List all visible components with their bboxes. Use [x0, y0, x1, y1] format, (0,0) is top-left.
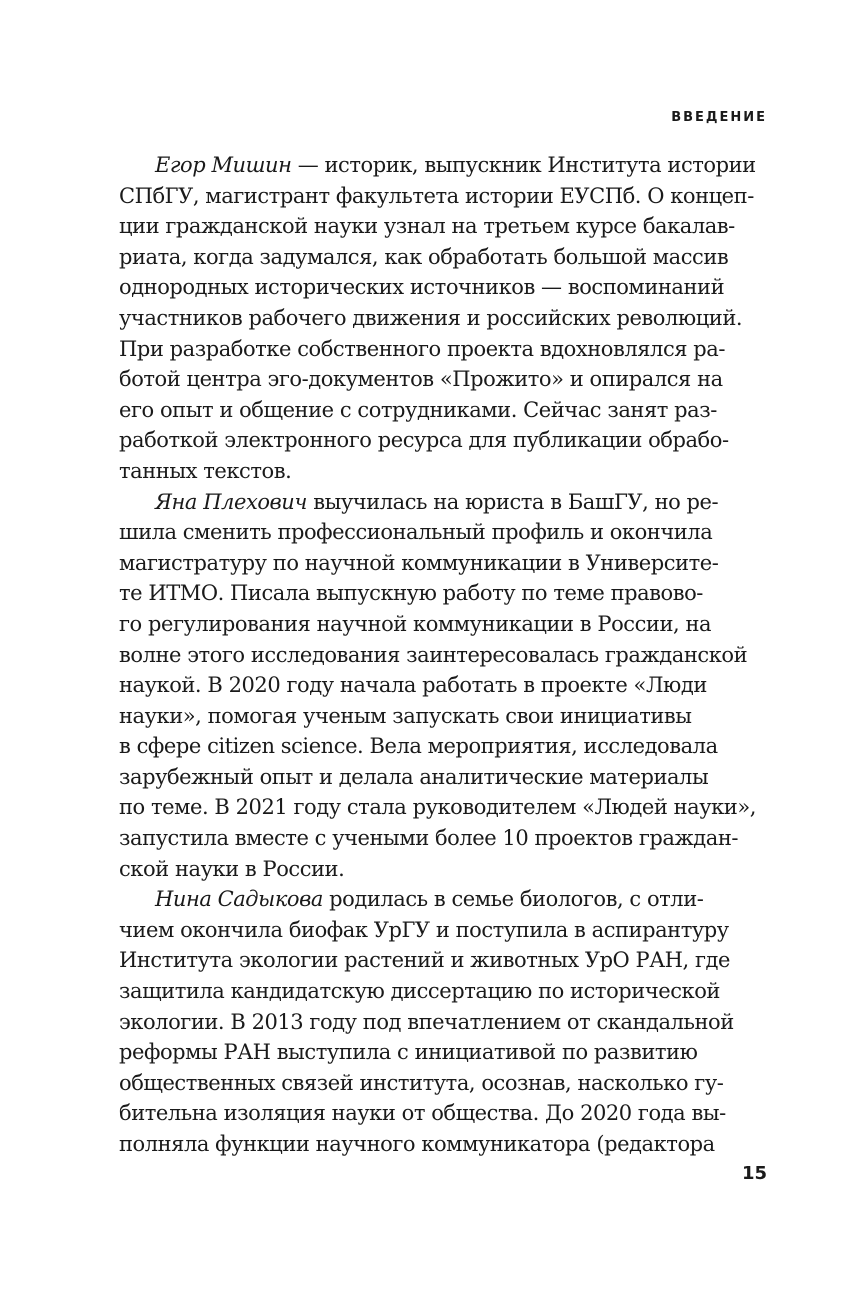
text-line: Нина Садыкова родилась в семье биологов, с отли- [155, 887, 704, 912]
text-line: полняла функции научного коммуникатора (редактора [119, 1132, 715, 1156]
text-line: защитила кандидатскую диссертацию по исторической [119, 979, 720, 1004]
text-line: по теме. В 2021 году стала руководителем «Людей науки», [119, 795, 756, 820]
text-line: те ИТМО. Писала выпускную работу по теме правово- [119, 581, 703, 606]
text-line: науки», помогая ученым запускать свои инициативы [119, 703, 692, 728]
text-line: экологии. В 2013 году под впечатлением от скандальной [119, 1009, 734, 1034]
person-name: Нина Садыкова [155, 887, 323, 912]
page-number: 15 [741, 1163, 767, 1184]
text-line: реформы РАН выступила с инициативой по развитию [119, 1040, 698, 1065]
text-line: ской науки в России. [119, 856, 345, 881]
text-line: Яна Плехович выучилась на юриста в БашГУ, но ре- [155, 489, 719, 514]
paragraph-nina-sadykova [119, 884, 734, 1159]
text-line: работкой электронного ресурса для публикации обрабо- [119, 428, 729, 453]
text-line: зарубежный опыт и делала аналитические материалы [119, 764, 709, 789]
text-line: риата, когда задумался, как обработать большой массив [119, 244, 729, 269]
text-line: магистратуру по научной коммуникации в Университе- [119, 550, 719, 575]
text-line: ботой центра эго-документов «Прожито» и опирался на [119, 367, 723, 392]
paragraph-egor-mishin [119, 150, 756, 487]
text-line: волне этого исследования заинтересовалась гражданской [119, 642, 748, 667]
text-line: При разработке собственного проекта вдохновлялся ра- [119, 336, 725, 361]
text-line: Института экологии растений и животных УрО РАН, где [119, 948, 731, 973]
text-line: общественных связей института, осознав, насколько гу- [119, 1070, 724, 1095]
running-head: ВВЕДЕНИЕ [671, 110, 767, 125]
text-line: наукой. В 2020 году начала работать в проекте «Люди [119, 673, 707, 698]
body-text [119, 150, 756, 1160]
text-line: го регулирования научной коммуникации в России, на [119, 611, 712, 636]
text-line: его опыт и общение с сотрудниками. Сейчас занят раз- [119, 397, 717, 422]
paragraph-yana-plekhovich [119, 487, 756, 885]
text-line: участников рабочего движения и российских революций. [119, 305, 743, 330]
text-line: чием окончила биофак УрГУ и поступила в аспирантуру [119, 917, 729, 942]
text-line: танных текстов. [119, 458, 292, 483]
text-line: СПбГУ, магистрант факультета истории ЕУСПб. О концеп- [119, 183, 754, 208]
text-line: в сфере citizen science. Вела мероприятия, исследовала [119, 734, 718, 759]
text-line: бительна изоляция науки от общества. До 2020 года вы- [119, 1101, 726, 1126]
text-line: Егор Мишин — историк, выпускник Института истории [155, 153, 756, 177]
person-name: Егор Мишин [155, 153, 292, 177]
person-name: Яна Плехович [155, 489, 307, 514]
text-line: однородных исторических источников — воспоминаний [119, 275, 725, 300]
text-line: ции гражданской науки узнал на третьем курсе бакалав- [119, 214, 735, 239]
text-line: запустила вместе с учеными более 10 проектов граждан- [119, 826, 739, 851]
text-line: шила сменить профессиональный профиль и окончила [119, 520, 713, 545]
